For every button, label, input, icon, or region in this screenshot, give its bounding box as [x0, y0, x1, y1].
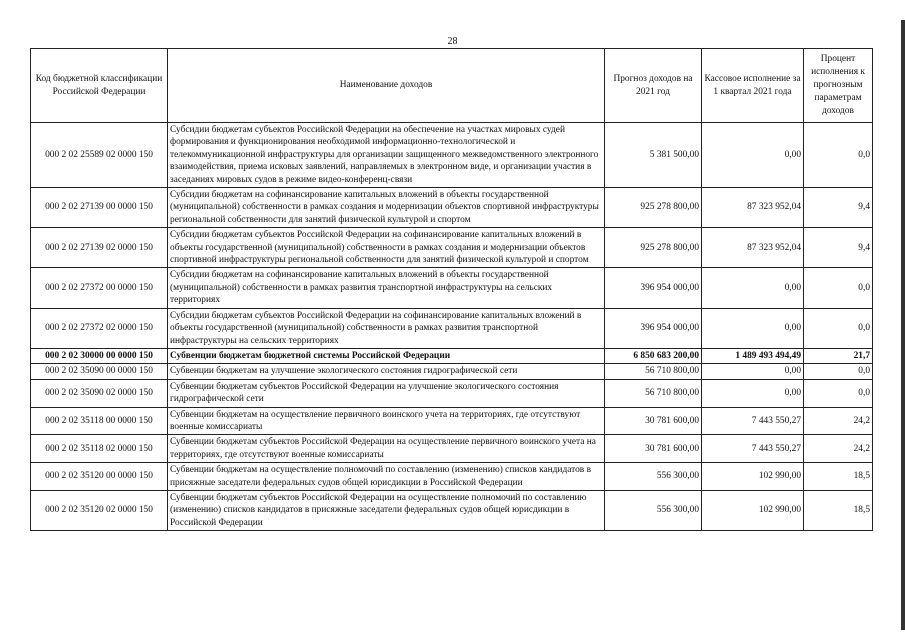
table-row — [31, 490, 873, 530]
header-code: Код бюджетной классификации Российской Федерации — [31, 49, 168, 123]
row-code: 000 2 02 35118 02 0000 150 — [31, 435, 168, 463]
row-pct: 24,2 — [804, 435, 873, 463]
table-row — [31, 407, 873, 435]
row-plan: 396 954 000,00 — [605, 308, 702, 348]
table-row — [31, 463, 873, 491]
row-plan: 925 278 800,00 — [605, 188, 702, 228]
row-pct: 18,5 — [804, 490, 873, 530]
row-plan: 30 781 600,00 — [605, 407, 702, 435]
row-name: Субсидии бюджетам субъектов Российской Федерации на обеспечение на участках мировых судей формирования и функционирования необходимой информационно-технологической и телекоммуникационной инфраструктуры для организации защищенного межведомственного электронного взаимодействия, приема исковых заявлений, направляемых в электронном виде, и организации участия в заседаниях мировых судов в режиме видео-конференц-связи — [168, 123, 605, 188]
table-row — [31, 348, 873, 363]
row-exec: 87 323 952,04 — [702, 188, 804, 228]
row-name: Субсидии бюджетам субъектов Российской Федерации на софинансирование капитальных вложений в объекты государственной (муниципальной) собственности в рамках создания и модернизации объектов спортивной инфраструктуры региональной собственности для занятий физической культурой и спортом — [168, 228, 605, 268]
table-header-row — [31, 49, 873, 123]
row-pct: 24,2 — [804, 407, 873, 435]
row-plan: 56 710 800,00 — [605, 364, 702, 379]
row-exec: 87 323 952,04 — [702, 228, 804, 268]
table-row — [31, 364, 873, 379]
row-exec: 0,00 — [702, 364, 804, 379]
row-name: Субвенции бюджетам субъектов Российской Федерации на осуществление первичного воинского учета на территориях, где отсутствуют военные комиссариаты — [168, 435, 605, 463]
row-name: Субвенции бюджетам на улучшение экологического состояния гидрографической сети — [168, 364, 605, 379]
row-exec: 0,00 — [702, 123, 804, 188]
row-plan: 56 710 800,00 — [605, 379, 702, 407]
row-plan: 6 850 683 200,00 — [605, 348, 702, 363]
row-exec: 102 990,00 — [702, 463, 804, 491]
row-name: Субвенции бюджетам субъектов Российской Федерации на осуществление полномочий по составлению (изменению) списков кандидатов в присяжные заседатели федеральных судов общей юрисдикции в Российской Федерации — [168, 490, 605, 530]
row-exec: 1 489 493 494,49 — [702, 348, 804, 363]
table-row — [31, 435, 873, 463]
row-code: 000 2 02 35120 00 0000 150 — [31, 463, 168, 491]
row-pct: 0,0 — [804, 308, 873, 348]
row-exec: 0,00 — [702, 268, 804, 308]
scan-edge-shadow — [901, 20, 905, 630]
budget-income-table — [30, 48, 873, 531]
row-plan: 556 300,00 — [605, 463, 702, 491]
row-code: 000 2 02 30000 00 0000 150 — [31, 348, 168, 363]
table-row — [31, 123, 873, 188]
header-name: Наименование доходов — [168, 49, 605, 123]
header-exec: Кассовое исполнение за 1 квартал 2021 года — [702, 49, 804, 123]
row-plan: 30 781 600,00 — [605, 435, 702, 463]
row-name: Субсидии бюджетам на софинансирование капитальных вложений в объекты государственной (муниципальной) собственности в рамках создания и модернизации объектов спортивной инфраструктуры региональной собственности для занятий физической культурой и спортом — [168, 188, 605, 228]
table-body — [31, 123, 873, 531]
row-name: Субвенции бюджетам на осуществление первичного воинского учета на территориях, где отсутствуют военные комиссариаты — [168, 407, 605, 435]
row-pct: 0,0 — [804, 268, 873, 308]
row-plan: 396 954 000,00 — [605, 268, 702, 308]
row-plan: 556 300,00 — [605, 490, 702, 530]
row-code: 000 2 02 27139 00 0000 150 — [31, 188, 168, 228]
row-name: Субсидии бюджетам на софинансирование капитальных вложений в объекты государственной (муниципальной) собственности в рамках развития транспортной инфраструктуры на сельских территориях — [168, 268, 605, 308]
row-exec: 7 443 550,27 — [702, 407, 804, 435]
row-pct: 0,0 — [804, 123, 873, 188]
row-code: 000 2 02 27372 02 0000 150 — [31, 308, 168, 348]
row-code: 000 2 02 35118 00 0000 150 — [31, 407, 168, 435]
row-pct: 9,4 — [804, 228, 873, 268]
table-row — [31, 379, 873, 407]
header-pct: Процент исполнения к прогнозным параметрам доходов — [804, 49, 873, 123]
row-plan: 925 278 800,00 — [605, 228, 702, 268]
row-pct: 21,7 — [804, 348, 873, 363]
row-plan: 5 381 500,00 — [605, 123, 702, 188]
table-row — [31, 188, 873, 228]
row-code: 000 2 02 35120 02 0000 150 — [31, 490, 168, 530]
row-name: Субвенции бюджетам бюджетной системы Российской Федерации — [168, 348, 605, 363]
row-name: Субвенции бюджетам на осуществление полномочий по составлению (изменению) списков кандидатов в присяжные заседатели федеральных судов общей юрисдикции в Российской Федерации — [168, 463, 605, 491]
row-pct: 0,0 — [804, 379, 873, 407]
table-row — [31, 228, 873, 268]
row-code: 000 2 02 35090 00 0000 150 — [31, 364, 168, 379]
row-pct: 0,0 — [804, 364, 873, 379]
table-row — [31, 308, 873, 348]
row-exec: 7 443 550,27 — [702, 435, 804, 463]
row-code: 000 2 02 27139 02 0000 150 — [31, 228, 168, 268]
row-code: 000 2 02 35090 02 0000 150 — [31, 379, 168, 407]
row-name: Субсидии бюджетам субъектов Российской Федерации на софинансирование капитальных вложений в объекты государственной (муниципальной) собственности в рамках развития транспортной инфраструктуры на сельских территориях — [168, 308, 605, 348]
row-exec: 0,00 — [702, 379, 804, 407]
row-code: 000 2 02 27372 00 0000 150 — [31, 268, 168, 308]
table-row — [31, 268, 873, 308]
row-exec: 102 990,00 — [702, 490, 804, 530]
row-name: Субвенции бюджетам субъектов Российской Федерации на улучшение экологического состояния гидрографической сети — [168, 379, 605, 407]
header-plan: Прогноз доходов на 2021 год — [605, 49, 702, 123]
page-number: 28 — [447, 36, 458, 47]
row-exec: 0,00 — [702, 308, 804, 348]
row-pct: 9,4 — [804, 188, 873, 228]
row-pct: 18,5 — [804, 463, 873, 491]
row-code: 000 2 02 25589 02 0000 150 — [31, 123, 168, 188]
